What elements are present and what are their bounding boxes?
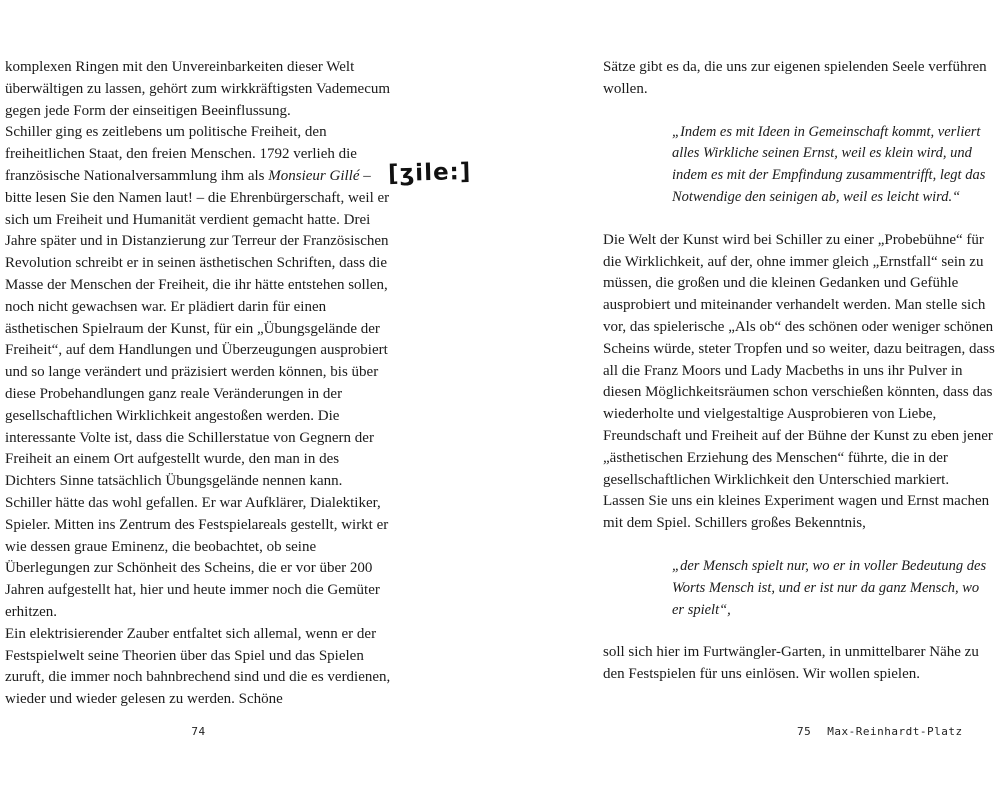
- phonetic-annotation: [ʒile:]: [387, 158, 472, 188]
- left-page-text: [5, 57, 392, 711]
- quote-block: „Indem es mit Ideen in Gemeinschaft kommt, verliert alles Wirkliche seinen Ernst, weil es klein wird, und indem es mit der Empfindung zusammentrifft, legt das Notwendige den seinigen ab, weil es leicht wird.“: [672, 123, 986, 205]
- paragraph: Lassen Sie uns ein kleines Experiment wagen und Ernst machen mit dem Spiel. Schillers großes Bekenntnis,: [603, 493, 990, 532]
- paragraph: komplexen Ringen mit den Unvereinbarkeiten dieser Welt überwältigen zu lassen, gehört zum wirkkräftigsten Vademecum gegen jede Form der einseitigen Beeinflussung.: [5, 59, 391, 119]
- paragraph: soll sich hier im Furtwängler-Garten, in unmittelbarer Nähe zu den Festspielen für uns einlösen. Wir wollen spielen.: [603, 644, 979, 683]
- footer-location-label: Max-Reinhardt-Platz: [827, 725, 963, 738]
- right-page-number: 75: [797, 725, 812, 738]
- paragraph: Schiller ging es zeitlebens um politische Freiheit, den freiheitlichen Staat, den freien Menschen. 1792 verlieh die französische Nationalversammlung ihm als Monsieur Gillé – bitte lesen Sie den Namen laut! – die Ehrenbürgerschaft, weil er sich um Freiheit und Humanität verdient gemacht hatte. Drei Jahre später und in Distanzierung zur Terreur der Französischen Revolution schreibt er in seinen ästhetischen Schriften, dass die Masse der Menschen der Freiheit, die ihr hätte entstehen sollen, noch nicht gewachsen war. Er plädiert darin für einen ästhetischen Spielraum der Kunst, für ein „Übungsgelände der Freiheit“, auf dem Handlungen und Überzeugungen ausprobiert und so lange verändert und präzisiert werden können, bis über diese Probehandlungen ganz reale Veränderungen in der gesellschaftlichen Wirklichkeit angestoßen werden. Die interessante Volte ist, dass die Schillerstatue von Gegnern der Freiheit an einem Ort aufgestellt wurde, den man in des Dichters Sinne tatsächlich Übungsgelände nennen kann. Schiller hätte das wohl gefallen. Er war Aufklärer, Dialektiker, Spieler. Mitten ins Zentrum des Festspielareals gestellt, wirkt er wie dessen graue Eminenz, die beobachtet, ob seine Überlegungen zur Schönheit des Scheins, die er vor über 200 Jahren aufgestellt hat, hier und heute immer noch die Gemüter erhitzen.: [5, 124, 390, 620]
- paragraph: Die Welt der Kunst wird bei Schiller zu einer „Probebühne“ für die Wirklichkeit, auf der, ohne immer gleich „Ernstfall“ sein zu müssen, die großen und die kleinen Gedanken und Gefühle ausprobiert und miteinander verhandelt werden. Man stelle sich vor, das spielerische „Als ob“ des schönen oder weniger schönen Scheins würde, steter Tropfen und so weiter, dazu beitragen, dass all die Franz Moors und Lady Macbeths in uns ihr Pulver in diesen Möglichkeitsräumen schon verschießen könnten, dass das wiederholte und vielgestaltige Ausprobieren von Liebe, Freundschaft und Freiheit auf der Bühne der Kunst zu eben jener „ästhetischen Erziehung des Menschen“ führte, die in der gesellschaftlichen Wirklichkeit den Unterschied markiert.: [603, 231, 995, 488]
- right-page-footer: [797, 725, 963, 738]
- right-page-text: [603, 57, 999, 686]
- paragraph: Sätze gibt es da, die uns zur eigenen spielenden Seele verführen wollen.: [603, 59, 987, 97]
- left-page-number: 74: [191, 725, 206, 738]
- paragraph: Ein elektrisierender Zauber entfaltet sich allemal, wenn er der Festspielwelt seine Theorien über das Spiel und das Spielen zuruft, die immer noch bahnbrechend sind und die es verdienen, wieder und wieder gelesen zu werden. Schöne: [5, 625, 391, 708]
- quote-block: „der Mensch spielt nur, wo er in voller Bedeutung des Worts Mensch ist, und er ist nur da ganz Mensch, wo er spielt“,: [672, 557, 987, 618]
